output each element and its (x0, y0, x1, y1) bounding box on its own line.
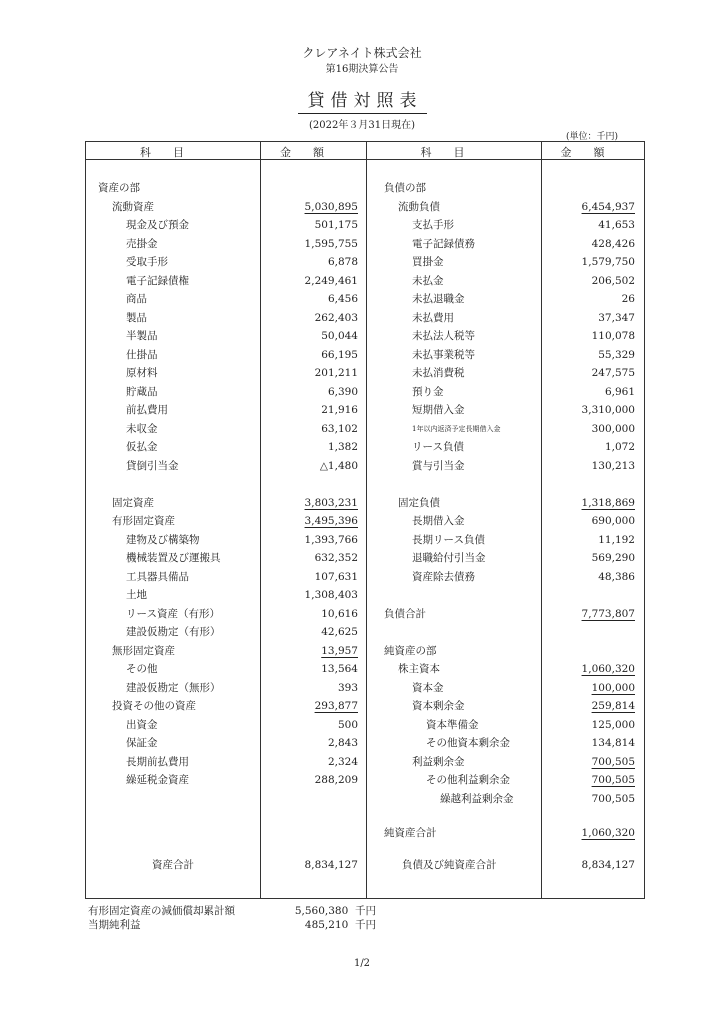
asset-item-label: 半製品 (126, 330, 158, 342)
as-of-date: (2022年３月31日現在) (309, 120, 415, 131)
asset-item-value: 201,211 (314, 367, 358, 379)
asset-item-value: 66,195 (321, 348, 358, 361)
liability-item-value: 1,060,320 (581, 663, 635, 675)
asset-item-label: 仮払金 (126, 441, 158, 453)
asset-item-label: 資産の部 (98, 182, 140, 194)
asset-item-label: 有形固定資産 (112, 515, 175, 527)
liability-item-label: 繰越利益剰余金 (440, 792, 514, 805)
net-income-note-unit: 千円 (355, 919, 376, 931)
net-assets-total-value: 1,060,320 (581, 827, 635, 839)
liability-item-label: 支払手形 (412, 219, 454, 231)
liability-item-value: 700,505 (591, 774, 635, 786)
asset-item-value: 63,102 (321, 422, 358, 435)
asset-item-label: 繰延税金資産 (126, 774, 189, 786)
liability-item-label: 買掛金 (412, 256, 444, 268)
net-income-note-label: 当期純利益 (88, 919, 141, 931)
column-divider (366, 142, 367, 898)
liabilities-net-total-value: 8,834,127 (581, 859, 635, 871)
liability-item-value: 6,961 (604, 385, 635, 398)
liability-item-label: 未払事業税等 (412, 348, 475, 361)
asset-item-label: その他 (126, 663, 158, 675)
balance-sheet-table (85, 141, 645, 899)
net-income-note-value (270, 917, 376, 932)
asset-item-label: 工具器具備品 (126, 570, 189, 583)
liability-item-value: 7,773,807 (581, 607, 635, 620)
liability-item-value: 700,505 (591, 792, 635, 805)
liability-item-value: 100,000 (591, 681, 635, 694)
liability-item-label: 負債の部 (384, 182, 426, 194)
liability-item-label: 長期借入金 (412, 515, 465, 527)
asset-item-label: 投資その他の資産 (112, 700, 196, 712)
liability-item-value: 37,347 (598, 311, 635, 324)
announcement-subtitle: 第16期決算公告 (325, 64, 399, 75)
asset-item-value: 6,878 (327, 256, 358, 268)
depreciation-note-amount: 5,560,380 (294, 905, 349, 917)
asset-item-label: 建物及び構築物 (126, 533, 200, 546)
asset-item-label: 建設仮勘定（有形） (126, 626, 221, 638)
liability-item-label: 資本剰余金 (412, 700, 465, 712)
liability-item-label: 資本準備金 (426, 718, 479, 731)
depreciation-note-label: 有形固定資産の減価償却累計額 (88, 905, 235, 917)
liability-item-label: 資本金 (412, 681, 444, 694)
company-name: クレアネイト株式会社 (302, 46, 422, 60)
liability-item-label: リース負債 (412, 441, 464, 453)
liability-item-value: 11,192 (598, 533, 635, 546)
liability-item-value: 259,814 (591, 700, 635, 712)
asset-item-value: 2,324 (327, 755, 358, 768)
liability-item-label: 未払費用 (412, 311, 454, 324)
asset-item-label: 長期前払費用 (126, 755, 189, 768)
asset-item-value: 13,564 (321, 663, 358, 675)
header-right-amount: 金額 (560, 146, 627, 159)
asset-item-label: 製品 (126, 311, 147, 324)
liability-item-label: 利益剰余金 (412, 755, 465, 768)
asset-item-label: 原材料 (126, 367, 158, 379)
asset-item-value: 288,209 (314, 774, 358, 786)
liability-item-label: その他資本剰余金 (426, 737, 510, 749)
liability-item-value: 41,653 (598, 219, 635, 231)
asset-item-label: 受取手形 (126, 256, 168, 268)
liability-item-label: 未払消費税 (412, 367, 465, 379)
liability-item-value: 26 (621, 293, 635, 305)
asset-item-label: 商品 (126, 293, 147, 305)
liability-item-label: 短期借入金 (412, 404, 465, 416)
liability-item-value: 428,426 (591, 237, 635, 250)
asset-item-value: 21,916 (321, 404, 358, 416)
asset-item-label: 土地 (126, 589, 147, 601)
asset-item-value: 1,308,403 (304, 589, 358, 601)
page-number: 1/2 (353, 958, 371, 969)
liability-item-value: 6,454,937 (581, 200, 635, 213)
asset-item-label: 前払費用 (126, 404, 168, 416)
liability-item-label: 電子記録債務 (412, 237, 475, 250)
liability-item-label: 未払金 (412, 274, 444, 287)
asset-item-label: 電子記録債権 (126, 274, 189, 287)
asset-item-label: 無形固定資産 (112, 644, 175, 657)
liability-item-label: 負債合計 (384, 607, 426, 620)
asset-item-value: 2,249,461 (304, 274, 358, 287)
asset-item-label: 固定資産 (112, 496, 154, 509)
asset-item-value: 500 (337, 718, 358, 731)
asset-item-value: 393 (337, 681, 358, 694)
asset-item-value: 6,456 (327, 293, 358, 305)
header-left-item: 科目 (140, 146, 206, 159)
unit-label: (単位：千円) (566, 132, 619, 142)
asset-item-value: 6,390 (327, 385, 358, 398)
asset-item-value: 501,175 (314, 219, 358, 231)
asset-item-value: △1,480 (319, 459, 358, 472)
liability-item-value: 134,814 (591, 737, 635, 749)
asset-item-value: 632,352 (314, 552, 358, 564)
asset-item-value: 293,877 (314, 700, 358, 712)
liability-item-label: 株主資本 (398, 663, 440, 675)
liability-item-value: 700,505 (591, 755, 635, 768)
liabilities-net-total-label: 負債及び純資産合計 (402, 859, 497, 871)
liability-item-label: 未払退職金 (412, 293, 465, 305)
asset-item-label: 貯蔵品 (126, 385, 158, 398)
liability-item-label: 賞与引当金 (412, 459, 465, 472)
asset-item-label: 流動資産 (112, 200, 154, 213)
liability-item-value: 110,078 (591, 330, 635, 342)
liability-item-value: 48,386 (598, 570, 635, 583)
liability-item-value: 1,579,750 (581, 256, 635, 268)
liability-item-value: 3,310,000 (581, 404, 635, 416)
liability-item-value: 690,000 (591, 515, 635, 527)
liability-item-value: 1,072 (604, 441, 635, 453)
asset-item-value: 2,843 (327, 737, 358, 749)
asset-item-label: 未収金 (126, 422, 158, 435)
liability-item-value: 1,318,869 (581, 496, 635, 509)
asset-item-value: 1,382 (327, 441, 358, 453)
document-title (0, 86, 724, 111)
asset-item-value: 3,495,396 (304, 515, 358, 527)
asset-item-label: 仕掛品 (126, 348, 158, 361)
asset-item-value: 13,957 (321, 644, 358, 657)
asset-item-label: 売掛金 (126, 237, 158, 250)
asset-item-label: 機械装置及び運搬具 (126, 552, 221, 564)
liability-item-label: 純資産の部 (384, 644, 437, 657)
document-title-text: 貸借対照表 (298, 91, 427, 114)
net-income-note-amount: 485,210 (304, 919, 349, 931)
asset-item-value: 1,393,766 (304, 533, 358, 546)
liability-item-value: 569,290 (591, 552, 635, 564)
liability-item-value: 55,329 (598, 348, 635, 361)
asset-item-label: 保証金 (126, 737, 158, 749)
depreciation-note-unit: 千円 (355, 905, 376, 917)
liability-item-value: 130,213 (591, 459, 635, 472)
assets-total-label: 資産合計 (152, 859, 194, 871)
asset-item-value: 3,803,231 (304, 496, 358, 509)
liability-item-value: 125,000 (591, 718, 635, 731)
asset-item-value: 1,595,755 (304, 237, 358, 250)
liability-item-value: 300,000 (591, 422, 635, 435)
asset-item-value: 42,625 (321, 626, 358, 638)
asset-item-label: 貸倒引当金 (126, 459, 179, 472)
net-assets-total-label: 純資産合計 (384, 827, 437, 839)
header-left-amount: 金額 (280, 146, 346, 159)
liability-item-label: 未払法人税等 (412, 330, 475, 342)
depreciation-note-value (270, 903, 376, 918)
asset-item-value: 5,030,895 (304, 200, 358, 213)
liability-item-value: 206,502 (591, 274, 635, 287)
liability-item-label: 退職給付引当金 (412, 552, 486, 564)
asset-item-label: リース資産（有形） (126, 607, 220, 620)
liability-item-label: 流動負債 (398, 200, 440, 213)
assets-total-value: 8,834,127 (304, 859, 358, 871)
asset-item-label: 出資金 (126, 718, 158, 731)
asset-item-label: 現金及び預金 (126, 219, 189, 231)
asset-item-label: 建設仮勘定（無形） (126, 681, 221, 694)
asset-item-value: 107,631 (314, 570, 358, 583)
asset-item-value: 262,403 (314, 311, 358, 324)
liability-item-label: その他利益剰余金 (426, 774, 510, 786)
asset-item-value: 50,044 (321, 330, 358, 342)
liability-item-label: 預り金 (412, 385, 444, 398)
liability-item-label: 長期リース負債 (412, 533, 485, 546)
header-right-item: 科目 (420, 146, 487, 159)
liability-item-value: 247,575 (591, 367, 635, 379)
liability-item-label: 1年以内返済予定長期借入金 (412, 424, 501, 433)
liability-item-label: 固定負債 (398, 496, 440, 509)
asset-item-value: 10,616 (321, 607, 358, 620)
liability-item-label: 資産除去債務 (412, 570, 475, 583)
